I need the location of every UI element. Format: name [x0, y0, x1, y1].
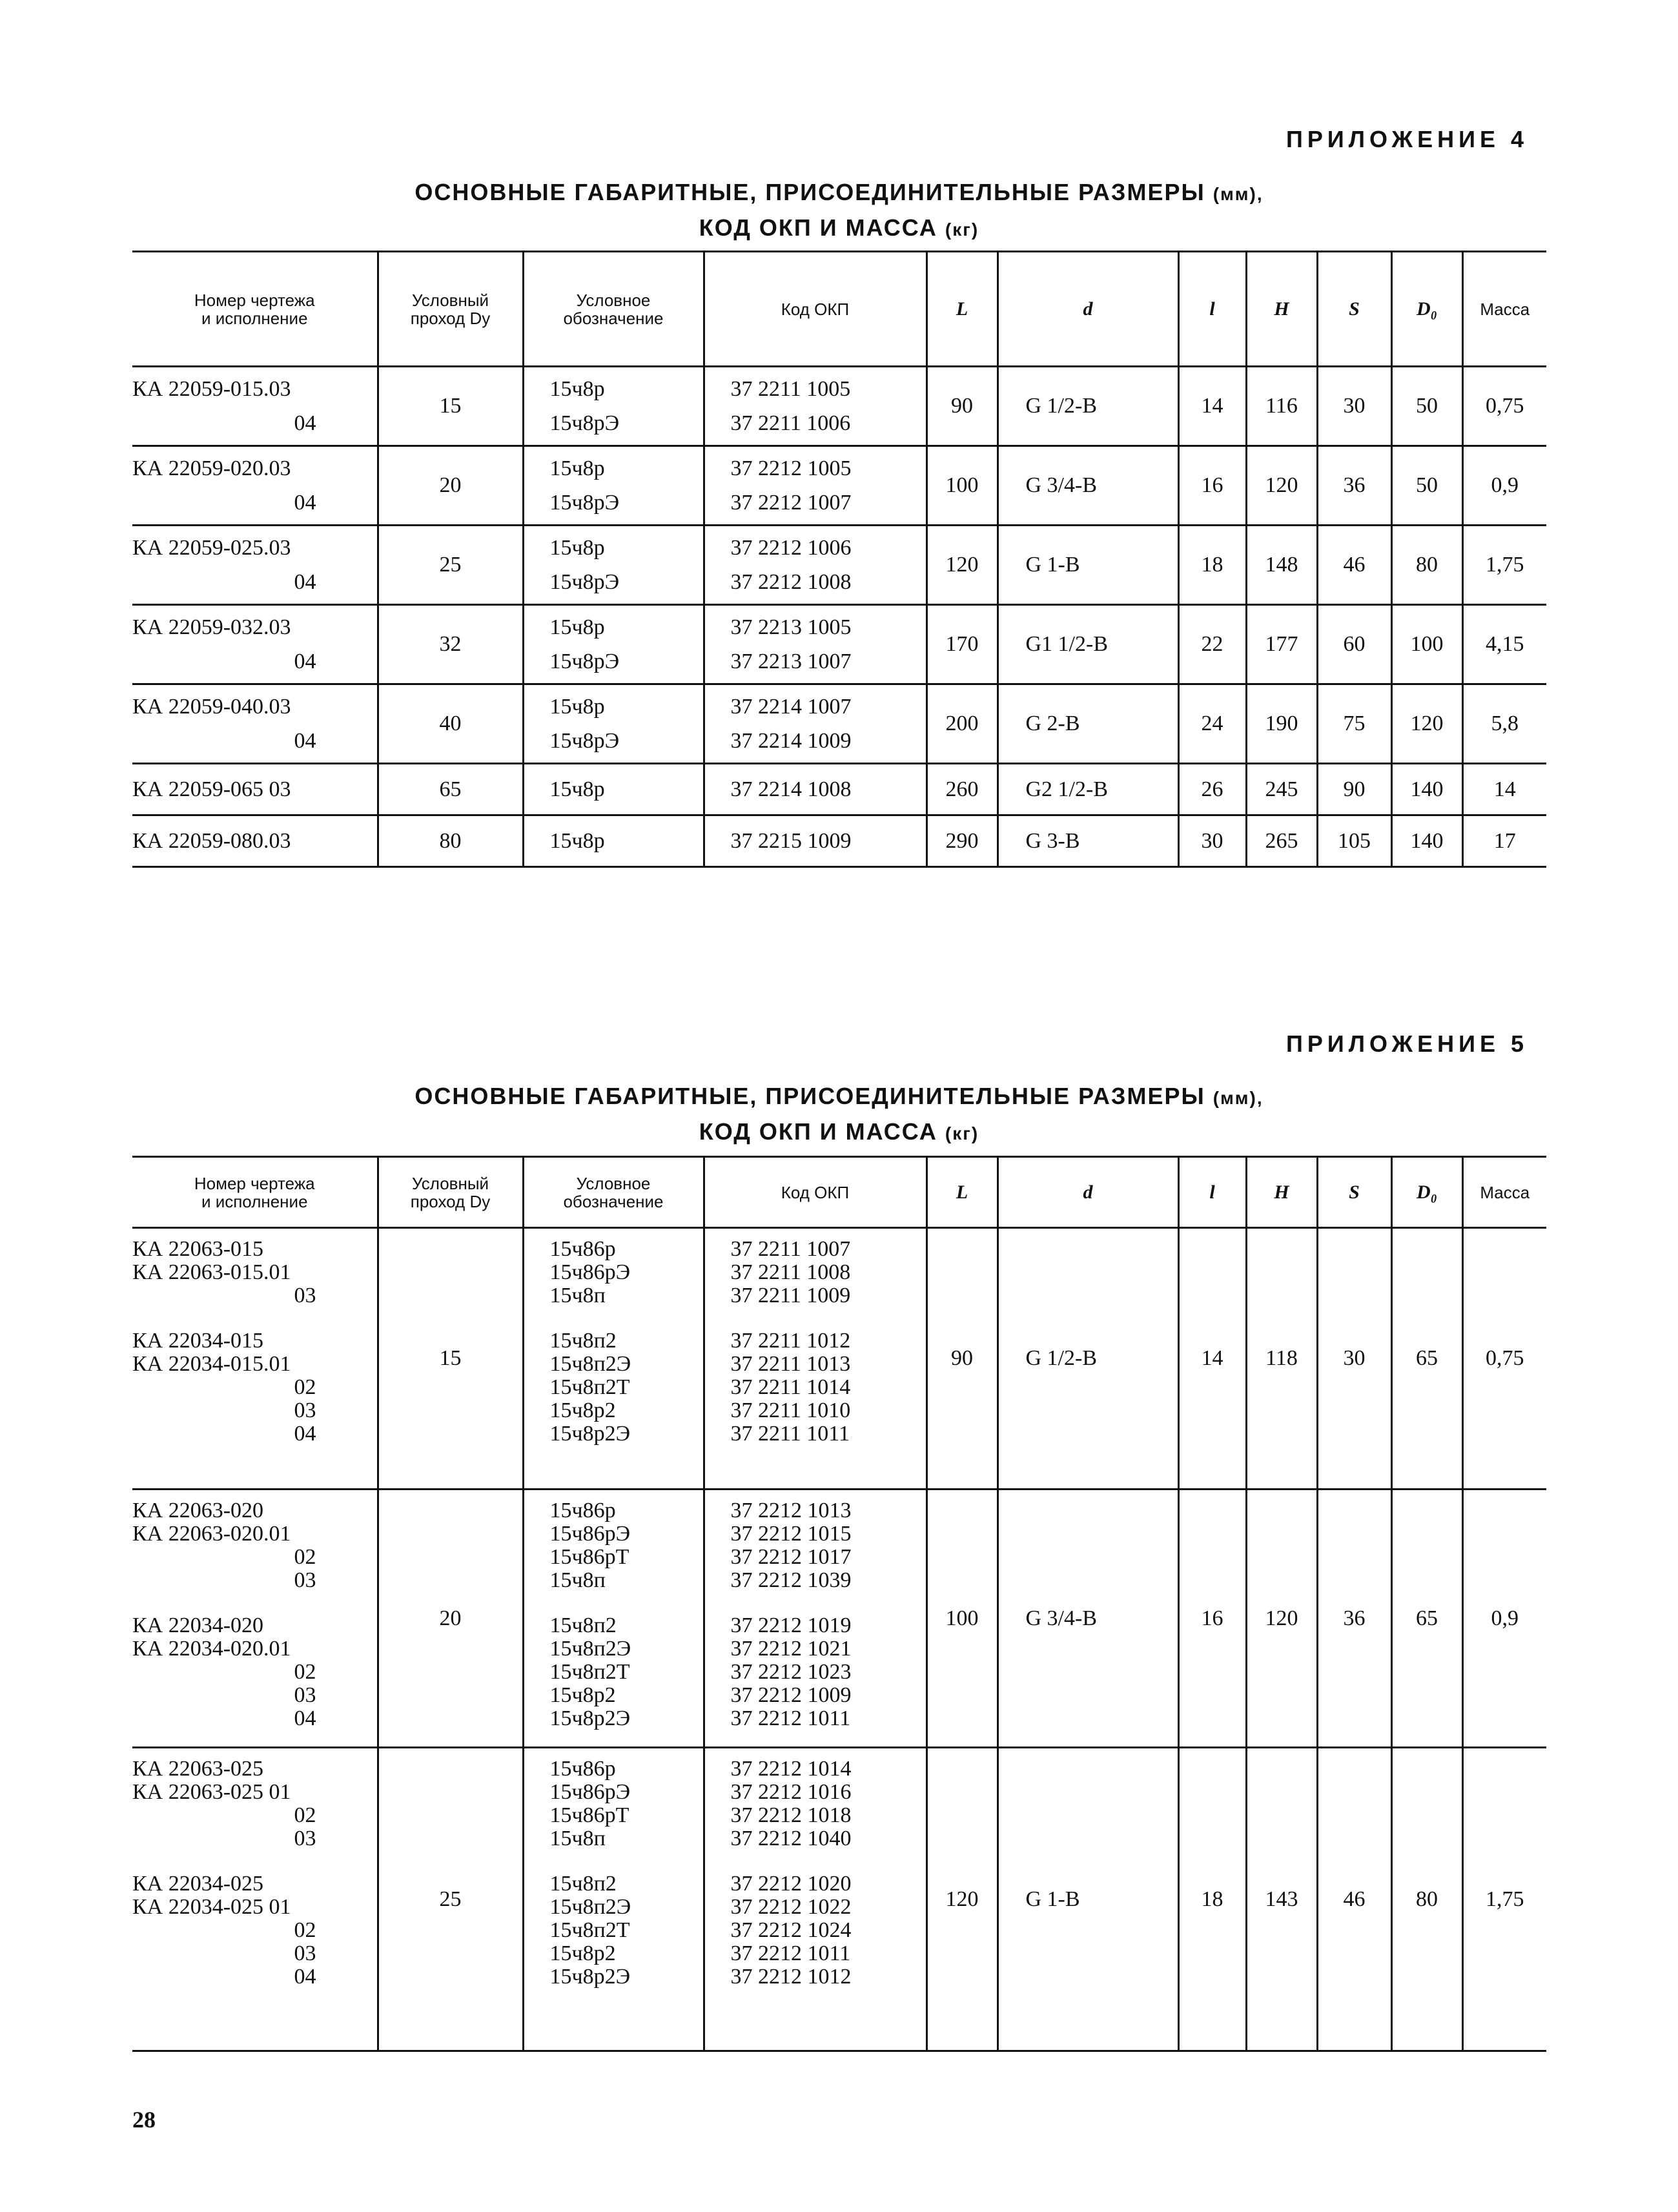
appendix-4-label: ПРИЛОЖЕНИЕ 4	[1285, 126, 1528, 152]
cell-L: 290	[926, 815, 998, 867]
cell-line: 04	[294, 491, 316, 515]
cell-l: 14	[1178, 367, 1246, 446]
title-unit: (мм),	[1212, 184, 1264, 204]
cell-line: КА 22063-025 01	[132, 1780, 291, 1804]
table-header-row	[132, 1157, 1546, 1228]
cell-d: G1 1/2-B	[998, 605, 1178, 684]
cell-H: 148	[1246, 526, 1317, 605]
cell-d: G 1/2-B	[998, 367, 1178, 446]
header-l: l	[1178, 1157, 1246, 1228]
title-line-2: КОД ОКП И МАССА	[699, 214, 937, 241]
title-unit-2: (кг)	[945, 220, 979, 240]
cell-okp	[704, 526, 926, 605]
cell-l: 26	[1178, 764, 1246, 815]
cell-line: КА 22034-025 01	[132, 1895, 291, 1919]
header-D0: D₀	[1391, 1157, 1462, 1228]
cell-d: G 3/4-B	[998, 446, 1178, 526]
header-designation: Условное обозначение	[523, 252, 704, 367]
cell-line: КА 22034-020	[132, 1613, 264, 1637]
cell-line: 15ч8р2	[549, 1941, 616, 1965]
cell-mass: 5,8	[1462, 684, 1546, 764]
cell-line: 04	[294, 1422, 316, 1446]
cell-drawing	[132, 764, 378, 815]
cell-line: КА 22034-015	[132, 1329, 264, 1353]
cell-line: 03	[294, 1568, 316, 1592]
cell-H: 190	[1246, 684, 1317, 764]
cell-line: 37 2214 1009	[730, 729, 852, 753]
cell-line: КА 22034-015.01	[132, 1352, 291, 1376]
cell-drawing	[132, 367, 378, 446]
header-S: S	[1317, 1157, 1391, 1228]
cell-drawing	[132, 684, 378, 764]
table-row	[132, 1748, 1546, 2051]
cell-line: 37 2212 1020	[730, 1872, 852, 1896]
cell-line: 37 2211 1012	[730, 1329, 851, 1353]
title-line-1: ОСНОВНЫЕ ГАБАРИТНЫЕ, ПРИСОЕДИНИТЕЛЬНЫЕ РАЗМЕРЫ	[414, 179, 1205, 205]
cell-line: 15ч8п	[549, 1284, 606, 1307]
cell-line: 02	[294, 1545, 316, 1569]
header-mass: Масса	[1462, 252, 1546, 367]
header-H: H	[1246, 252, 1317, 367]
cell-line: 37 2211 1011	[730, 1422, 850, 1446]
cell-L: 90	[926, 367, 998, 446]
table-row	[132, 1490, 1546, 1748]
cell-line: 37 2212 1019	[730, 1613, 852, 1637]
cell-line: 04	[294, 650, 316, 673]
cell-line: 37 2214 1008	[730, 777, 852, 801]
cell-line: 37 2213 1005	[730, 615, 852, 639]
cell-line: 37 2212 1017	[730, 1545, 852, 1569]
cell-line: 15ч86р	[549, 1499, 616, 1522]
cell-dn: 32	[378, 605, 523, 684]
cell-line: КА 22059-080.03	[132, 829, 291, 853]
cell-line: КА 22059-065 03	[132, 777, 291, 801]
cell-designation	[523, 1748, 704, 2051]
cell-line: 03	[294, 1941, 316, 1965]
cell-line: 37 2214 1007	[730, 695, 852, 719]
cell-mass: 0,9	[1462, 446, 1546, 526]
cell-okp	[704, 1748, 926, 2051]
cell-l: 22	[1178, 605, 1246, 684]
cell-line: 37 2212 1008	[730, 570, 852, 594]
cell-L: 120	[926, 526, 998, 605]
cell-line: 02	[294, 1660, 316, 1684]
cell-l: 24	[1178, 684, 1246, 764]
cell-line: КА 22063-025	[132, 1757, 264, 1781]
cell-line: КА 22034-020.01	[132, 1637, 291, 1661]
cell-line: 37 2212 1011	[730, 1941, 851, 1965]
cell-L: 100	[926, 446, 998, 526]
cell-line: 37 2211 1008	[730, 1260, 851, 1284]
cell-line: 15ч8п2Т	[549, 1660, 630, 1684]
header-l: l	[1178, 252, 1246, 367]
table-row	[132, 367, 1546, 446]
header-L: L	[926, 252, 998, 367]
cell-line: 15ч8п	[549, 1827, 606, 1850]
cell-dn: 15	[378, 1228, 523, 1490]
table-row	[132, 684, 1546, 764]
cell-line: КА 22063-015	[132, 1237, 264, 1261]
cell-line: 15ч8п2	[549, 1329, 617, 1353]
cell-drawing	[132, 446, 378, 526]
header-drawing: Номер чертежа и исполнение	[132, 1157, 378, 1228]
cell-line: КА 22059-025.03	[132, 536, 291, 560]
cell-D0: 50	[1391, 446, 1462, 526]
cell-line: 15ч8р	[549, 829, 605, 853]
cell-drawing	[132, 526, 378, 605]
cell-line: 15ч86рЭ	[549, 1260, 631, 1284]
cell-okp	[704, 605, 926, 684]
cell-D0: 50	[1391, 367, 1462, 446]
cell-mass: 17	[1462, 815, 1546, 867]
cell-drawing	[132, 815, 378, 867]
cell-line: 15ч8п2Т	[549, 1918, 630, 1942]
title-line-2: КОД ОКП И МАССА	[699, 1118, 937, 1145]
cell-line: КА 22059-015.03	[132, 377, 291, 401]
cell-okp	[704, 367, 926, 446]
cell-line: 03	[294, 1827, 316, 1850]
cell-line: 15ч86р	[549, 1237, 616, 1261]
cell-mass: 14	[1462, 764, 1546, 815]
cell-line: 37 2212 1018	[730, 1803, 852, 1827]
cell-l: 30	[1178, 815, 1246, 867]
cell-line: 37 2212 1024	[730, 1918, 852, 1942]
cell-mass: 0,9	[1462, 1490, 1546, 1748]
cell-S: 36	[1317, 446, 1391, 526]
cell-line: 37 2212 1007	[730, 491, 852, 515]
cell-line: 04	[294, 570, 316, 594]
cell-designation	[523, 367, 704, 446]
cell-d: G2 1/2-B	[998, 764, 1178, 815]
cell-line: 37 2211 1010	[730, 1398, 851, 1422]
cell-l: 18	[1178, 526, 1246, 605]
cell-line: 37 2211 1006	[730, 411, 851, 435]
cell-line: 37 2212 1005	[730, 456, 852, 480]
cell-drawing	[132, 1748, 378, 2051]
cell-D0: 80	[1391, 526, 1462, 605]
cell-line: 15ч8рЭ	[549, 729, 620, 753]
cell-line: 15ч86рЭ	[549, 1522, 631, 1546]
cell-S: 30	[1317, 367, 1391, 446]
cell-okp	[704, 1228, 926, 1490]
cell-mass: 0,75	[1462, 367, 1546, 446]
cell-mass: 0,75	[1462, 1228, 1546, 1490]
header-dn: Условный проход Dy	[378, 1157, 523, 1228]
cell-line: 15ч8п2Э	[549, 1895, 631, 1919]
table-row	[132, 526, 1546, 605]
cell-line: КА 22063-020	[132, 1499, 264, 1522]
cell-line: 37 2212 1040	[730, 1827, 852, 1850]
cell-D0: 65	[1391, 1490, 1462, 1748]
cell-drawing	[132, 605, 378, 684]
header-okp: Код ОКП	[704, 1157, 926, 1228]
cell-okp	[704, 764, 926, 815]
cell-dn: 20	[378, 446, 523, 526]
cell-d: G 1-B	[998, 1748, 1178, 2051]
cell-line: 15ч8п2Т	[549, 1375, 630, 1399]
cell-line: 15ч8рЭ	[549, 411, 620, 435]
cell-line: 02	[294, 1918, 316, 1942]
cell-H: 120	[1246, 1490, 1317, 1748]
header-H: H	[1246, 1157, 1317, 1228]
cell-line: 15ч86рТ	[549, 1803, 629, 1827]
cell-line: 37 2215 1009	[730, 829, 852, 853]
cell-line: КА 22063-020.01	[132, 1522, 291, 1546]
cell-S: 46	[1317, 526, 1391, 605]
cell-designation	[523, 1228, 704, 1490]
table-appendix-5	[132, 1156, 1546, 2052]
cell-line: КА 22063-015.01	[132, 1260, 291, 1284]
cell-line: КА 22059-020.03	[132, 456, 291, 480]
cell-line: 37 2211 1005	[730, 377, 851, 401]
header-mass: Масса	[1462, 1157, 1546, 1228]
title-line-1: ОСНОВНЫЕ ГАБАРИТНЫЕ, ПРИСОЕДИНИТЕЛЬНЫЕ РАЗМЕРЫ	[414, 1083, 1205, 1109]
cell-H: 143	[1246, 1748, 1317, 2051]
cell-H: 265	[1246, 815, 1317, 867]
cell-D0: 80	[1391, 1748, 1462, 2051]
cell-line: 15ч8р2Э	[549, 1965, 631, 1989]
cell-line: 15ч8п2Э	[549, 1637, 631, 1661]
cell-line: 37 2212 1022	[730, 1895, 852, 1919]
cell-l: 16	[1178, 446, 1246, 526]
cell-L: 100	[926, 1490, 998, 1748]
cell-dn: 65	[378, 764, 523, 815]
cell-line: 37 2212 1011	[730, 1706, 851, 1730]
table-row	[132, 815, 1546, 867]
table-header-row	[132, 252, 1546, 367]
cell-L: 260	[926, 764, 998, 815]
cell-line: 15ч86рЭ	[549, 1780, 631, 1804]
cell-line: 37 2212 1012	[730, 1965, 852, 1989]
table-appendix-4	[132, 251, 1546, 868]
appendix-4-title	[0, 176, 1678, 247]
cell-line: 15ч8п2	[549, 1613, 617, 1637]
cell-line: 37 2212 1009	[730, 1683, 852, 1707]
cell-line: КА 22059-040.03	[132, 695, 291, 719]
cell-line: 37 2211 1013	[730, 1352, 851, 1376]
cell-l: 16	[1178, 1490, 1246, 1748]
table-row	[132, 764, 1546, 815]
cell-line: 37 2212 1023	[730, 1660, 852, 1684]
cell-designation	[523, 764, 704, 815]
cell-line: 15ч8р	[549, 536, 605, 560]
cell-line: 15ч8р2	[549, 1683, 616, 1707]
cell-mass: 1,75	[1462, 1748, 1546, 2051]
cell-line: 02	[294, 1803, 316, 1827]
cell-dn: 20	[378, 1490, 523, 1748]
header-okp: Код ОКП	[704, 252, 926, 367]
cell-S: 90	[1317, 764, 1391, 815]
cell-H: 245	[1246, 764, 1317, 815]
cell-L: 90	[926, 1228, 998, 1490]
cell-S: 46	[1317, 1748, 1391, 2051]
cell-line: 02	[294, 1375, 316, 1399]
cell-line: 15ч8п	[549, 1568, 606, 1592]
cell-d: G 3/4-B	[998, 1490, 1178, 1748]
header-D0: D₀	[1391, 252, 1462, 367]
cell-line: 15ч8р2Э	[549, 1706, 631, 1730]
cell-designation	[523, 815, 704, 867]
cell-line: 15ч8р	[549, 377, 605, 401]
cell-designation	[523, 1490, 704, 1748]
cell-designation	[523, 526, 704, 605]
cell-line: 15ч8р	[549, 456, 605, 480]
cell-D0: 120	[1391, 684, 1462, 764]
appendix-5-label: ПРИЛОЖЕНИЕ 5	[1285, 1030, 1528, 1057]
cell-line: 37 2211 1007	[730, 1237, 851, 1261]
cell-S: 60	[1317, 605, 1391, 684]
title-unit-2: (кг)	[945, 1123, 979, 1143]
cell-H: 116	[1246, 367, 1317, 446]
cell-d: G 1-B	[998, 526, 1178, 605]
cell-D0: 65	[1391, 1228, 1462, 1490]
cell-line: 15ч8п2Э	[549, 1352, 631, 1376]
cell-drawing	[132, 1228, 378, 1490]
cell-line: 15ч8п2	[549, 1872, 617, 1896]
header-drawing: Номер чертежа и исполнение	[132, 252, 378, 367]
cell-line: 03	[294, 1398, 316, 1422]
cell-line: 37 2212 1016	[730, 1780, 852, 1804]
cell-line: 04	[294, 411, 316, 435]
cell-line: КА 22059-032.03	[132, 615, 291, 639]
cell-L: 120	[926, 1748, 998, 2051]
cell-drawing	[132, 1490, 378, 1748]
header-dn: Условный проход Dy	[378, 252, 523, 367]
header-d: d	[998, 1157, 1178, 1228]
cell-designation	[523, 605, 704, 684]
cell-line: КА 22034-025	[132, 1872, 264, 1896]
header-designation: Условное обозначение	[523, 1157, 704, 1228]
cell-designation	[523, 446, 704, 526]
table-row	[132, 1228, 1546, 1490]
cell-line: 15ч8р	[549, 777, 605, 801]
cell-line: 37 2212 1014	[730, 1757, 852, 1781]
cell-S: 30	[1317, 1228, 1391, 1490]
cell-L: 200	[926, 684, 998, 764]
cell-dn: 25	[378, 1748, 523, 2051]
header-S: S	[1317, 252, 1391, 367]
cell-line: 37 2212 1006	[730, 536, 852, 560]
cell-D0: 140	[1391, 815, 1462, 867]
cell-line: 15ч8рЭ	[549, 491, 620, 515]
cell-line: 04	[294, 729, 316, 753]
table-row	[132, 446, 1546, 526]
cell-S: 105	[1317, 815, 1391, 867]
cell-d: G 1/2-B	[998, 1228, 1178, 1490]
page-number: 28	[132, 2107, 156, 2133]
cell-dn: 80	[378, 815, 523, 867]
cell-H: 177	[1246, 605, 1317, 684]
title-unit: (мм),	[1212, 1088, 1264, 1108]
cell-okp	[704, 1490, 926, 1748]
cell-line: 15ч8р2	[549, 1398, 616, 1422]
cell-line: 15ч8р	[549, 615, 605, 639]
cell-line: 04	[294, 1965, 316, 1989]
cell-line: 15ч8р2Э	[549, 1422, 631, 1446]
cell-line: 37 2212 1015	[730, 1522, 852, 1546]
cell-line: 04	[294, 1706, 316, 1730]
cell-okp	[704, 684, 926, 764]
cell-dn: 25	[378, 526, 523, 605]
cell-line: 15ч86рТ	[549, 1545, 629, 1569]
cell-d: G 3-B	[998, 815, 1178, 867]
cell-H: 120	[1246, 446, 1317, 526]
header-L: L	[926, 1157, 998, 1228]
appendix-5-title	[0, 1080, 1678, 1151]
cell-mass: 4,15	[1462, 605, 1546, 684]
cell-l: 18	[1178, 1748, 1246, 2051]
cell-line: 37 2211 1009	[730, 1284, 851, 1307]
cell-line: 37 2212 1039	[730, 1568, 852, 1592]
cell-d: G 2-B	[998, 684, 1178, 764]
cell-line: 15ч8рЭ	[549, 570, 620, 594]
cell-S: 36	[1317, 1490, 1391, 1748]
cell-okp	[704, 446, 926, 526]
cell-line: 15ч8р	[549, 695, 605, 719]
cell-dn: 40	[378, 684, 523, 764]
cell-okp	[704, 815, 926, 867]
cell-H: 118	[1246, 1228, 1317, 1490]
cell-D0: 100	[1391, 605, 1462, 684]
cell-D0: 140	[1391, 764, 1462, 815]
cell-mass: 1,75	[1462, 526, 1546, 605]
cell-designation	[523, 684, 704, 764]
cell-S: 75	[1317, 684, 1391, 764]
cell-dn: 15	[378, 367, 523, 446]
cell-line: 37 2211 1014	[730, 1375, 851, 1399]
cell-line: 15ч8рЭ	[549, 650, 620, 673]
cell-line: 37 2212 1021	[730, 1637, 852, 1661]
header-d: d	[998, 252, 1178, 367]
cell-line: 03	[294, 1284, 316, 1307]
cell-line: 37 2212 1013	[730, 1499, 852, 1522]
cell-l: 14	[1178, 1228, 1246, 1490]
cell-line: 15ч86р	[549, 1757, 616, 1781]
table-row	[132, 605, 1546, 684]
cell-line: 37 2213 1007	[730, 650, 852, 673]
cell-L: 170	[926, 605, 998, 684]
cell-line: 03	[294, 1683, 316, 1707]
